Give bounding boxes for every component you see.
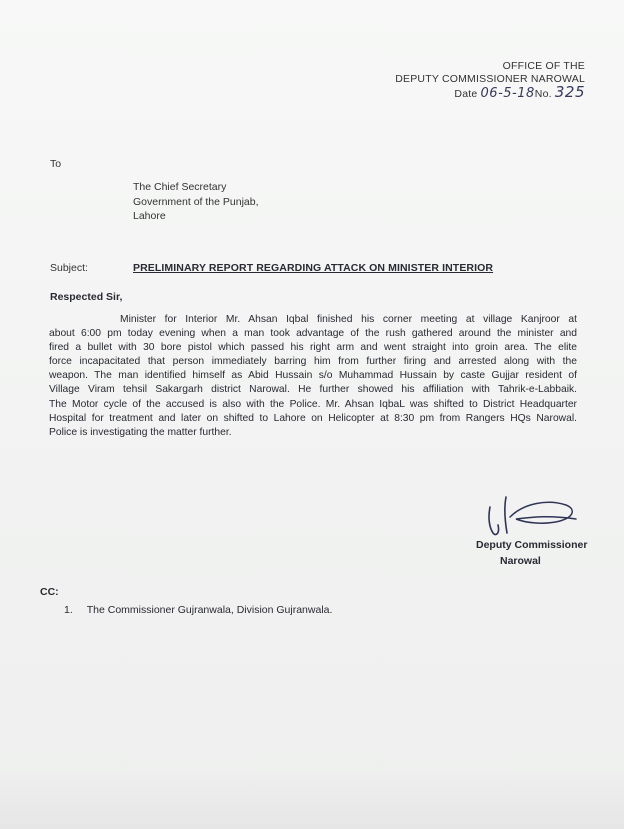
date-value: 06-5-18 xyxy=(480,86,535,101)
body-line: fired a bullet with 30 bore pistol which passed his right arm and went straight into groin area. The elite xyxy=(49,342,577,354)
addressee-line-2: Government of the Punjab, xyxy=(133,195,259,208)
salutation: Respected Sir, xyxy=(50,291,123,303)
signatory-place: Narowal xyxy=(500,555,541,567)
cc-list-item xyxy=(64,604,332,616)
signature-icon xyxy=(476,493,586,539)
body-line: Village Viram tehsil Sakargarh district Narowal. He further showed his affiliation with Tahrik-e-Labbaik. xyxy=(49,384,577,396)
paper-shadow xyxy=(0,769,624,829)
office-line-1: OFFICE OF THE xyxy=(502,60,585,72)
number-value: 325 xyxy=(554,83,585,101)
letter-body xyxy=(49,313,577,440)
addressee-line-1: The Chief Secretary xyxy=(133,181,227,193)
addressee-line-3: Lahore xyxy=(133,210,166,222)
body-line: force incapacitated that person immediately barring him from further firing and arrested along with the xyxy=(49,356,577,368)
number-label: No. xyxy=(534,88,552,100)
cc-item-text: The Commissioner Gujranwala, Division Gujranwala. xyxy=(86,604,333,616)
cc-label: CC: xyxy=(40,586,59,598)
body-line: Minister for Interior Mr. Ahsan Iqbal finished his corner meeting at village Kanjroor at xyxy=(120,314,577,325)
body-line: about 6:00 pm today evening when a man took advantage of the rush gathered around the minister and xyxy=(49,328,577,340)
office-line-2: DEPUTY COMMISSIONER NAROWAL xyxy=(395,73,585,85)
date-number-line xyxy=(395,83,585,101)
signatory-title: Deputy Commissioner xyxy=(476,539,588,551)
office-header xyxy=(395,60,585,101)
subject-title: PRELIMINARY REPORT REGARDING ATTACK ON MINISTER INTERIOR xyxy=(133,262,494,274)
cc-item-number: 1. xyxy=(64,604,73,616)
body-line: Police is investigating the matter further. xyxy=(49,426,232,438)
body-line: Hospital for treatment and later on shifted to Lahore on Helicopter at 8:30 pm from Rangers HQs Narowal. xyxy=(49,412,577,424)
body-line: weapon. The man identified himself as Abid Hussain s/o Muhammad Hussain by caste Gujjar resident of xyxy=(49,370,577,382)
subject-label: Subject: xyxy=(50,262,88,274)
addressee-block xyxy=(133,180,259,224)
body-line: The Motor cycle of the accused is also with the Police. Mr. Ahsan IqbaL was shifted to District Headquarter xyxy=(49,398,577,410)
to-label: To xyxy=(50,158,62,170)
date-label: Date xyxy=(454,88,478,100)
